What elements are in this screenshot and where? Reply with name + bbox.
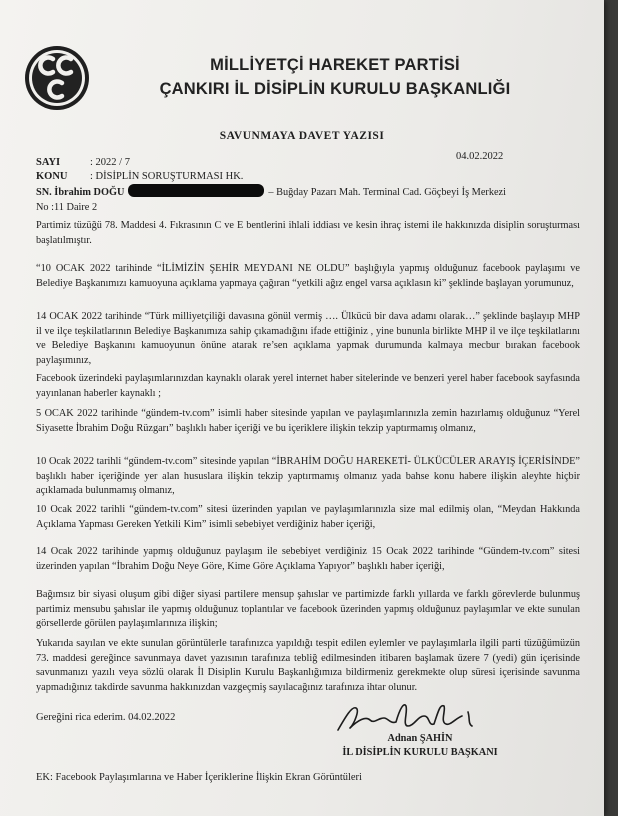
party-logo-icon <box>24 45 90 111</box>
committee-name: ÇANKIRI İL DİSİPLİN KURULU BAŞKANLIĞI <box>159 80 511 98</box>
party-header <box>100 56 570 99</box>
konu-label: KONU <box>36 171 68 182</box>
konu-value: : DİSİPLİN SORUŞTURMASI HK. <box>90 171 244 182</box>
document-title: SAVUNMAYA DAVET YAZISI <box>219 130 385 142</box>
paragraph-9: Bağımsız bir siyasi oluşum gibi diğer siyasi partilere mensup şahıslar ve partimizde farklı yıllarda ve farklı görevlerde bulunmuş partimiz mensubu şahıslar ile yapmış olduğunuz toplantılar ve facebook üzerinden yapmış olduğunuz paylaşımlar ve ekte sunulan görsellerde görülen paylaşımlarınıza ilişkin; <box>36 589 580 630</box>
signature-icon <box>330 696 490 736</box>
recipient-name: SN. İbrahim DOĞU <box>36 187 125 198</box>
attachment-note: EK: Facebook Paylaşımlarına ve Haber İçeriklerine İlişkin Ekran Görüntüleri <box>36 772 362 783</box>
paragraph-3: 14 OCAK 2022 tarihinde “Türk milliyetçiliği davasına gönül vermiş …. Ülkücü bir dava adamı olarak…” şeklinde başlayıp MHP il ve ilçe teşkilatlarının Belediye Başkanımıza sahip çıkamadığını ifade ettiğiniz , yine bununla birlikte MHP il ve ilçe teşkilatlarını ve Belediye Başkanını kamuoyunun önüne atarak re’sen açıklama yapmak durumunda kalmaya mecbur bırakan facebook paylaşımınız, <box>36 311 580 366</box>
paragraph-4: Facebook üzerindeki paylaşımlarınızdan kaynaklı olarak yerel internet haber sitelerinde ve benzeri yerel haber facebook sayfasında yayınlanan haberler kaynaklı ; <box>36 373 580 399</box>
paragraph-8: 14 Ocak 2022 tarihinde yapmış olduğunuz paylaşım ile sebebiyet verdiğiniz 15 Ocak 2022 tarihinde “Gündem-tv.com” sitesi üzerinden yapılan “İbrahim Doğu Neye Göre, Kime Göre Açıklama Yapıyor” başlıklı haber içeriği, <box>36 546 580 572</box>
signer-title: İL DİSİPLİN KURULU BAŞKANI <box>342 747 498 758</box>
recipient-address-2: No :11 Daire 2 <box>36 201 98 213</box>
paragraph-6: 10 Ocak 2022 tarihli “gündem-tv.com” sitesinde yapılan “İBRAHİM DOĞU HAREKETİ- ÜLKÜCÜLER ARAYIŞ İÇERİSİNDE” başlıklı haber içeriğinde yer alan hususlara ilişkin tekzip yaptırmamış olmanız yada bahse konu habere ilişkin aleyhte hiçbir açıklamada bulunmamış olmanız, <box>36 456 580 497</box>
sayi-value: : 2022 / 7 <box>90 157 130 168</box>
closing-line: Gereğini rica ederim. 04.02.2022 <box>36 712 176 723</box>
document-date: 04.02.2022 <box>456 151 504 162</box>
paragraph-2: “10 OCAK 2022 tarihinde “İLİMİZİN ŞEHİR MEYDANI NE OLDU” başlığıyla yapmış olduğunuz facebook paylaşımı ve Belediye Başkanımızı kamuoyuna açıklama yapmaya çağıran “yetkili ağız engel varsa açıklasın ki” şeklinde başlayan yorumunuz, <box>36 263 580 289</box>
paragraph-7: 10 Ocak 2022 tarihli “gündem-tv.com” sitesi üzerinden yapılan ve paylaşımlarınızla size mal edilmiş olan, “Meydan Hakkında Açıklama Yapması Gereken Yetkili Kim” isimli sebebiyet verdiğiniz haber içeriği, <box>36 504 580 530</box>
redaction-bar <box>128 184 264 197</box>
party-name: MİLLİYETÇİ HAREKET PARTİSİ <box>210 56 460 74</box>
signer-name: Adnan ŞAHİN <box>387 733 453 744</box>
recipient-block <box>36 184 580 215</box>
paragraph-10: Yukarıda sayılan ve ekte sunulan görüntülerle tarafınızca yapıldığı tespit edilen eylemler ve paylaşımlarla ilgili parti tüzüğümüzün 73. maddesi gereğince savunmaya davet yazısının tarafınıza tebliğ edilmesinden itibaren başlamak üzere 7 (yedi) gün içerisinde savunmanızı yazılı veya sözlü olarak İl Disiplin Kurulu Başkanlığımıza bildirmeniz gerekmekte olup süresi içerisinde savunma yapmadığınız takdirde savunma hakkınızdan vazgeçmiş sayılacağınız tarafınıza ihtar olunur. <box>36 638 580 693</box>
sayi-label: SAYI <box>36 157 61 168</box>
paragraph-1: Partimiz tüzüğü 78. Maddesi 4. Fıkrasının C ve E bentlerini ihlali iddiası ve kesin ihraç istemi ile hakkınızda disiplin soruşturması başlatılmıştır. <box>36 220 580 246</box>
paragraph-5: 5 OCAK 2022 tarihinde “gündem-tv.com” isimli haber sitesinde yapılan ve paylaşımlarınızla zemin hazırlamış olduğunuz “Yerel Siyasette İbrahim Doğu Rüzgarı” başlıklı haber içeriği ve bu içeriklere ilişkin tekzip yaptırmamış olmanız, <box>36 408 580 434</box>
recipient-address: – Buğday Pazarı Mah. Terminal Cad. Göçbeyi İş Merkezi <box>268 187 506 198</box>
